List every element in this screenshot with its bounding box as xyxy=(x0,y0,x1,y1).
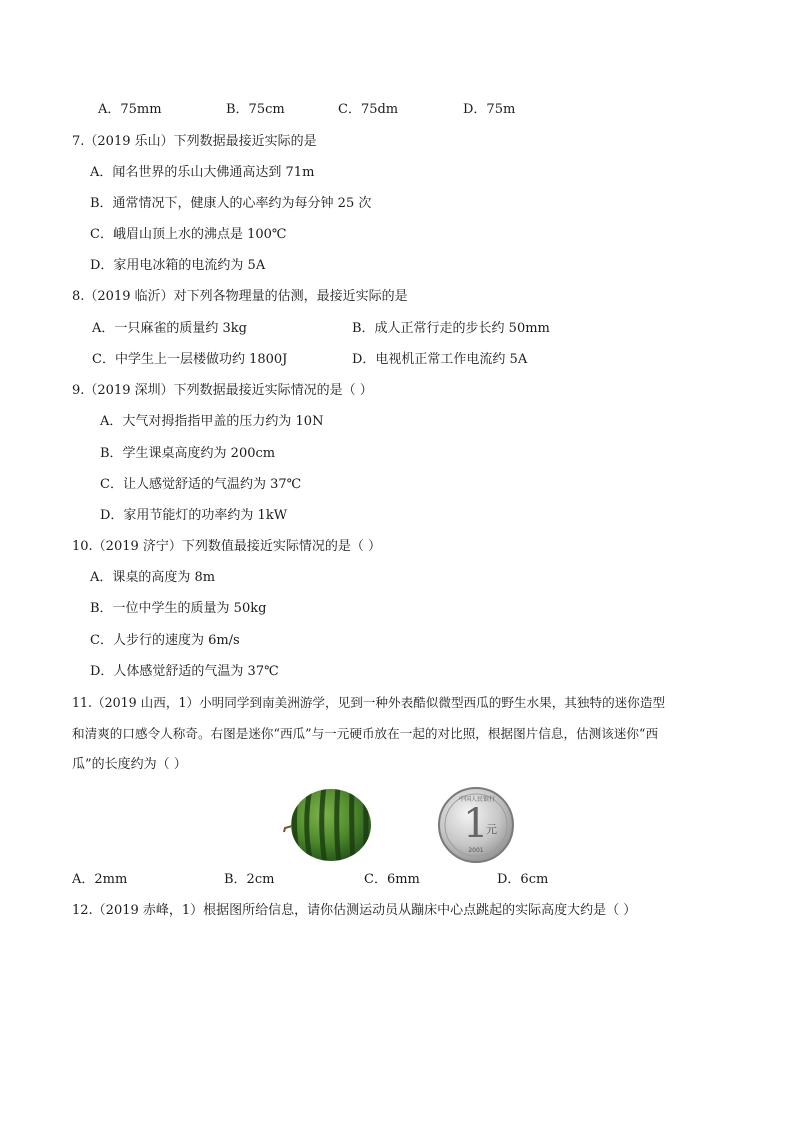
mini-watermelon-image xyxy=(283,786,373,868)
q10-option-c: C．人步行的速度为 6m/s xyxy=(90,633,240,648)
q10-stem: 10.（2019 济宁）下列数值最接近实际情况的是（ ） xyxy=(72,539,382,554)
q6-option-c: C．75dm xyxy=(338,102,399,117)
q6-option-d: D．75m xyxy=(463,102,516,117)
q8-option-b: B．成人正常行走的步长约 50mm xyxy=(352,321,550,336)
q9-option-b: B．学生课桌高度约为 200cm xyxy=(100,446,276,461)
coin-unit: 元 xyxy=(486,823,497,836)
q9-option-c: C．让人感觉舒适的气温约为 37℃ xyxy=(100,477,302,492)
q10-option-a: A．课桌的高度为 8m xyxy=(90,570,216,585)
q11-option-a: A．2mm xyxy=(72,872,128,887)
q6-option-a: A．75mm xyxy=(98,102,162,117)
q9-option-a: A．大气对拇指指甲盖的压力约为 10N xyxy=(100,414,324,429)
q8-option-a: A．一只麻雀的质量约 3kg xyxy=(92,321,247,336)
q7-option-b: B．通常情况下，健康人的心率约为每分钟 25 次 xyxy=(90,196,372,211)
q8-stem: 8.（2019 临沂）对下列各物理量的估测，最接近实际的是 xyxy=(72,289,408,304)
q11-option-c: C．6mm xyxy=(364,872,420,887)
coin-digit: 1 xyxy=(463,801,489,847)
q11-option-d: D．6cm xyxy=(497,872,549,887)
q7-option-d: D．家用电冰箱的电流约为 5A xyxy=(90,258,266,273)
q12-stem: 12.（2019 赤峰，1）根据图所给信息，请你估测运动员从蹦床中心点跳起的实际高度大约是（ ） xyxy=(72,903,637,918)
q10-option-b: B．一位中学生的质量为 50kg xyxy=(90,601,267,616)
q9-option-d: D．家用节能灯的功率约为 1kW xyxy=(100,508,288,523)
q11-stem-line-1: 11.（2019 山西，1）小明同学到南美洲游学，见到一种外表酷似微型西瓜的野生水果，其独特的迷你造型 xyxy=(72,695,666,710)
q8-option-d: D．电视机正常工作电流约 5A xyxy=(352,352,528,367)
q11-stem-line-3: 瓜”的长度约为（ ） xyxy=(72,757,187,772)
q7-option-c: C．峨眉山顶上水的沸点是 100℃ xyxy=(90,227,287,242)
one-yuan-coin-image xyxy=(435,786,517,868)
q11-option-b: B．2cm xyxy=(224,872,275,887)
coin-year: 2001 xyxy=(468,847,484,854)
q9-stem: 9.（2019 深圳）下列数据最接近实际情况的是（ ） xyxy=(72,383,373,398)
q7-stem: 7.（2019 乐山）下列数据最接近实际的是 xyxy=(72,134,317,149)
q8-option-c: C．中学生上一层楼做功约 1800J xyxy=(92,352,288,367)
q11-stem-line-2: 和清爽的口感令人称奇。右图是迷你“西瓜”与一元硬币放在一起的对比照，根据图片信息，估测该迷你“西 xyxy=(72,726,659,741)
q10-option-d: D．人体感觉舒适的气温为 37℃ xyxy=(90,664,279,679)
q6-option-b: B．75cm xyxy=(226,102,285,117)
q7-option-a: A．闻名世界的乐山大佛通高达到 71m xyxy=(90,165,315,180)
coin-top-inscription: 中国人民银行 xyxy=(458,796,495,803)
